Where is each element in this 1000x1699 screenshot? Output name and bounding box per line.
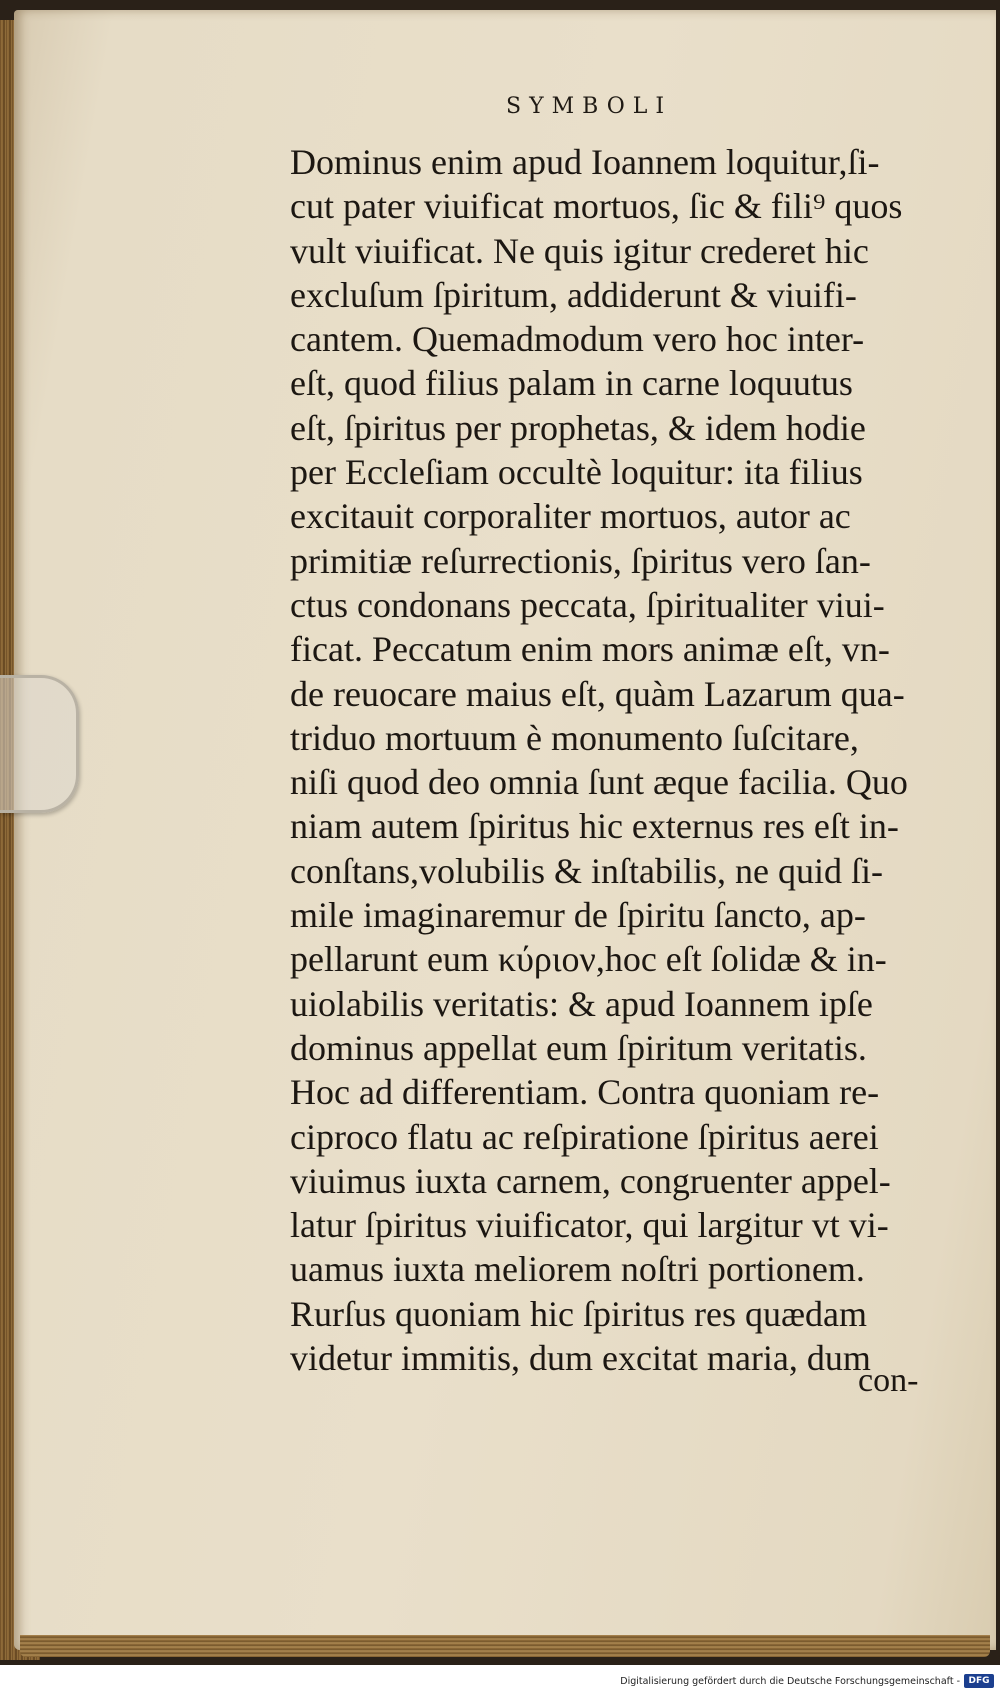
footer-bar — [0, 1665, 1000, 1699]
running-head: SYMBOLI — [506, 94, 673, 119]
text-line: viuimus iuxta carnem, congruenter appel- — [290, 1160, 891, 1201]
text-block — [290, 140, 950, 1380]
text-line: conſtans,volubilis & inſtabilis, ne quid ſi- — [290, 850, 883, 891]
text-line: videtur immitis, dum excitat maria, dum — [290, 1338, 871, 1379]
text-line: eſt, quod filius palam in carne loquutus — [290, 363, 853, 404]
text-line: pellarunt eum κύριον,hoc eſt ſolidæ & in- — [290, 939, 887, 980]
text-line: triduo mortuum è monumento ſuſcitare, — [290, 717, 859, 758]
text-line: per Eccleſiam occultè loquitur: ita filius — [290, 452, 863, 493]
text-line: ctus condonans peccata, ſpiritualiter viui- — [290, 584, 885, 625]
text-line: ciproco flatu ac reſpiratione ſpiritus aerei — [290, 1116, 879, 1157]
text-line: niam autem ſpiritus hic externus res eſt in- — [290, 806, 899, 847]
text-line: Rurſus quoniam hic ſpiritus res quædam — [290, 1293, 867, 1334]
text-line: cut pater viuificat mortuos, ſic & fili⁹ quos — [290, 186, 903, 227]
text-line: eſt, ſpiritus per prophetas, & idem hodie — [290, 407, 866, 448]
catchword: con- — [858, 1362, 919, 1399]
text-line: dominus appellat eum ſpiritum veritatis. — [290, 1027, 867, 1068]
text-line: latur ſpiritus viuificator, qui largitur vt vi- — [290, 1205, 889, 1246]
page-clip — [0, 675, 79, 813]
text-line: mile imaginaremur de ſpiritu ſancto, ap- — [290, 895, 866, 936]
text-line: Dominus enim apud Ioannem loquitur,ſi- — [290, 142, 880, 182]
text-line: uamus iuxta meliorem noſtri portionem. — [290, 1249, 865, 1290]
text-line: excluſum ſpiritum, addiderunt & viuifi- — [290, 274, 857, 315]
text-line: de reuocare maius eſt, quàm Lazarum qua- — [290, 673, 905, 714]
text-line: excitauit corporaliter mortuos, autor ac — [290, 496, 851, 537]
dfg-logo: DFG — [964, 1674, 994, 1688]
text-line: cantem. Quemadmodum vero hoc inter- — [290, 319, 865, 360]
text-line: primitiæ reſurrectionis, ſpiritus vero ſan- — [290, 540, 871, 581]
text-line: vult viuificat. Ne quis igitur crederet hic — [290, 230, 869, 271]
text-line: ficat. Peccatum enim mors animæ eſt, vn- — [290, 629, 890, 670]
page-bottom-edge — [20, 1635, 990, 1657]
footer-credit: Digitalisierung gefördert durch die Deutsche Forschungsgemeinschaft - — [620, 1676, 960, 1687]
text-line: niſi quod deo omnia ſunt æque facilia. Quo — [290, 762, 908, 803]
text-line: uiolabilis veritatis: & apud Ioannem ipſe — [290, 983, 873, 1024]
text-line: Hoc ad differentiam. Contra quoniam re- — [290, 1072, 880, 1113]
